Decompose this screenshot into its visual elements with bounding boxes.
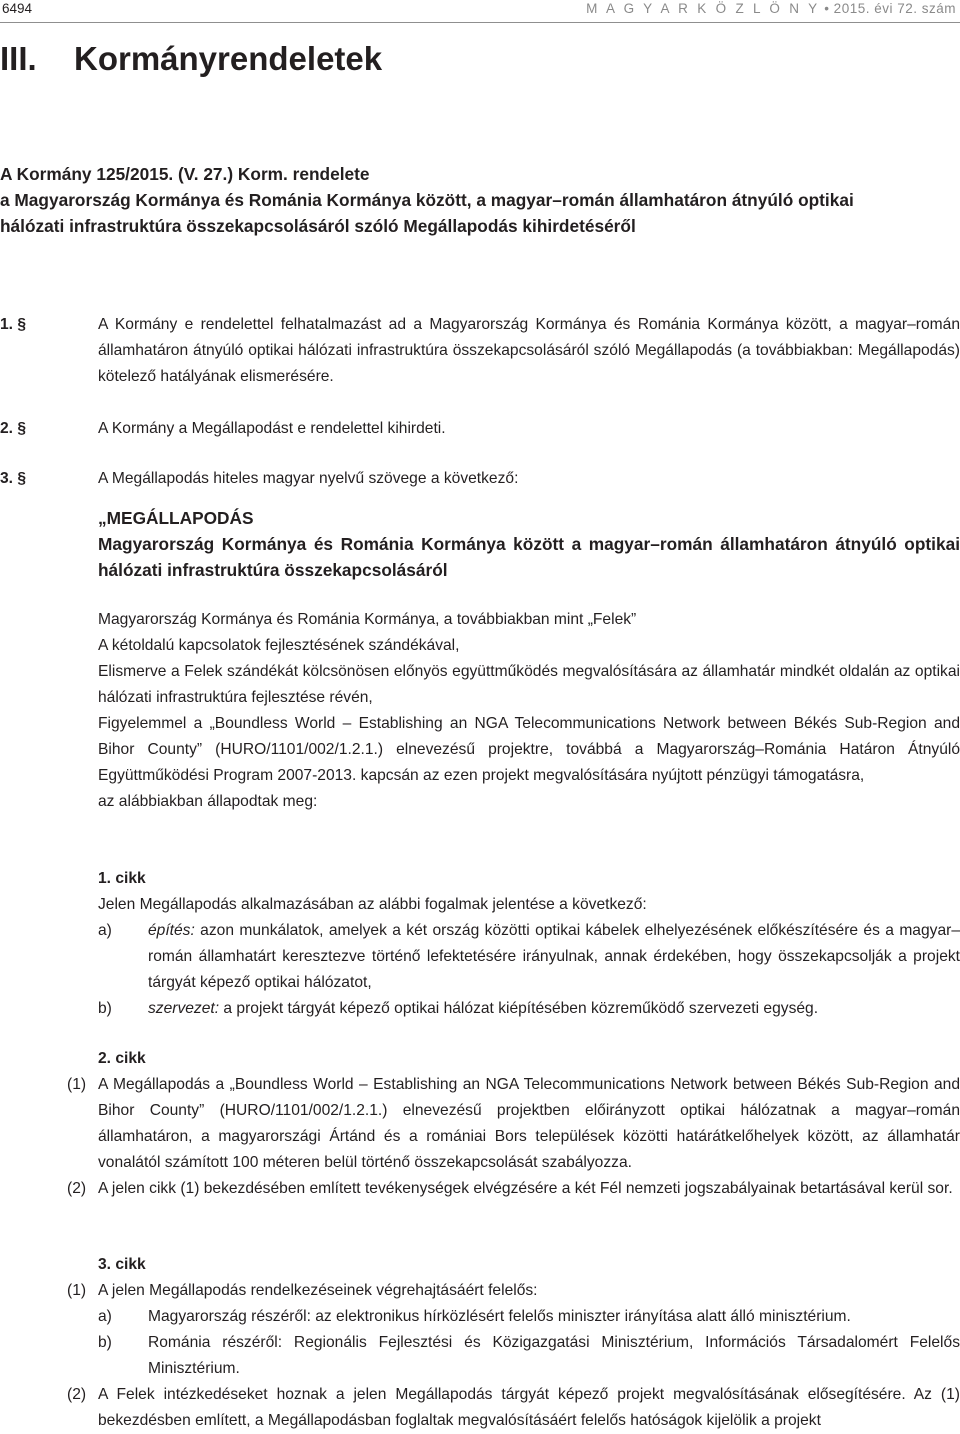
definition-item: [98, 918, 960, 996]
article-3-title: [98, 1252, 960, 1278]
section-title: Kormányrendeletek: [74, 40, 383, 77]
item-text: A Megállapodás a „Boundless World – Establishing an NGA Telecommunications Network between Békés Sub-Region and Bihor County” (HURO/1101/002/1.2.1.) elnevezésű projektben előirányzott optikai hálózatnak a magyar–román államhatáron, a magyarországi Ártánd és a romániai Bors települések közötti határátkelőhelyek között, az államhatár vonalától számított 100 méteren belül történő összekapcsolását szabályozza.: [98, 1076, 960, 1171]
article-2-item-2: [67, 1176, 960, 1202]
paragraph-2: [0, 416, 960, 442]
page-number: 6494: [2, 1, 33, 16]
preamble-line: Elismerve a Felek szándékát kölcsönösen előnyös együttműködés megvalósítására az államhatár mindkét oldalán az optikai hálózati infrastruktúra fejlesztése révén,: [98, 663, 960, 706]
definition-term: szervezet:: [148, 1000, 220, 1017]
paragraph-number: 1. §: [0, 316, 27, 333]
article-3-item-2: [67, 1382, 960, 1434]
article-2-item-1: [67, 1072, 960, 1176]
definition-text: a projekt tárgyát képező optikai hálózat kiépítésében közreműködő szervezeti egység.: [219, 1000, 819, 1017]
paragraph-text: A Megállapodás hiteles magyar nyelvű szövege a következő:: [98, 470, 519, 487]
item-text: A Felek intézkedéseket hoznak a jelen Megállapodás tárgyát képező projekt megvalósításának elősegítésére. Az (1) bekezdésben említett, a Megállapodásban foglaltak megvalósításáért felelős hatóságok kijelölik a projekt: [98, 1386, 960, 1429]
decree-title: [0, 161, 960, 239]
section-roman: III.: [0, 40, 37, 77]
article-3-item-1: [67, 1278, 960, 1382]
item-label: (1): [67, 1282, 87, 1299]
sub-item-text: Magyarország részéről: az elektronikus hírközlésért felelős miniszter irányítása alatt álló minisztérium.: [148, 1308, 851, 1325]
sub-item-label: a): [98, 1308, 112, 1325]
paragraph-text: A Kormány a Megállapodást e rendelettel kihirdeti.: [98, 420, 446, 437]
paragraph-number: 3. §: [0, 470, 27, 487]
paragraph-number: 2. §: [0, 420, 27, 437]
paragraph-1: [0, 312, 960, 390]
preamble-line: Magyarország Kormánya és Románia Kormánya, a továbbiakban mint „Felek”: [98, 611, 637, 628]
decree-title-line: hálózati infrastruktúra összekapcsolásáról szóló Megállapodás kihirdetéséről: [0, 216, 636, 236]
agreement-title-block: [98, 505, 960, 583]
issue-info: • 2015. évi 72. szám: [824, 1, 956, 16]
agreement-title: „MEGÁLLAPODÁS: [98, 508, 254, 528]
article-title: 3. cikk: [98, 1256, 146, 1273]
section-heading: [0, 40, 382, 78]
item-label: a): [98, 922, 112, 939]
item-label: b): [98, 1000, 112, 1017]
item-label: (1): [67, 1076, 87, 1093]
agreement-subtitle: Magyarország Kormánya és Románia Kormánya között a magyar–román államhatáron átnyúló optikai hálózati infrastruktúra összekapcsolásáról: [98, 534, 960, 580]
paragraph-3: [0, 466, 960, 492]
item-text: A jelen cikk (1) bekezdésében említett tevékenységek elvégzésére a két Fél nemzeti jogszabályainak betartásával kerül sor.: [98, 1180, 953, 1197]
preamble-line: A kétoldalú kapcsolatok fejlesztésének szándékával,: [98, 637, 460, 654]
preamble-line: az alábbiakban állapodtak meg:: [98, 793, 318, 810]
page-header: [0, 0, 960, 20]
sub-item: [98, 1330, 960, 1382]
definition-term: építés:: [148, 922, 195, 939]
header-rule: [0, 22, 960, 23]
article-intro: Jelen Megállapodás alkalmazásában az alábbi fogalmak jelentése a következő:: [98, 896, 647, 913]
item-label: (2): [67, 1386, 87, 1403]
preamble-line: Figyelemmel a „Boundless World – Establishing an NGA Telecommunications Network between Békés Sub-Region and Bihor County” (HURO/1101/002/1.2.1.) elnevezésű projektre, továbbá a Magyarország–Románia Határon Átnyúló Együttműködési Program 2007-2013. kapcsán az ezen projekt megvalósítására nyújtott pénzügyi támogatásra,: [98, 715, 960, 784]
paragraph-text: A Kormány e rendelettel felhatalmazást ad a Magyarország Kormánya és Románia Kormánya között, a magyar–román államhatáron átnyúló optikai hálózati infrastruktúra összekapcsolásáról szóló Megállapodás (a továbbiakban: Megállapodás) kötelező hatályának elismerésére.: [98, 316, 960, 385]
sub-item-label: b): [98, 1334, 112, 1351]
sub-item: [98, 1304, 960, 1330]
article-2-title: [98, 1046, 960, 1072]
item-text: A jelen Megállapodás rendelkezéseinek végrehajtásáért felelős:: [98, 1282, 538, 1299]
decree-title-line: A Kormány 125/2015. (V. 27.) Korm. rendelete: [0, 164, 370, 184]
agreement-preamble: [98, 607, 960, 815]
article-title: 1. cikk: [98, 870, 146, 887]
sub-item-text: Románia részéről: Regionális Fejlesztési és Közigazgatási Minisztérium, Információs Társadalomért Felelős Minisztérium.: [148, 1334, 960, 1377]
decree-title-line: a Magyarország Kormánya és Románia Kormánya között, a magyar–román államhatáron átnyúló optikai: [0, 190, 854, 210]
item-label: (2): [67, 1180, 87, 1197]
article-title: 2. cikk: [98, 1050, 146, 1067]
article-1: [98, 866, 960, 1022]
publication-name: M A G Y A R K Ö Z L Ö N Y • 2015. évi 72. szám: [586, 1, 956, 16]
definition-item: [98, 996, 960, 1022]
definition-text: azon munkálatok, amelyek a két ország közötti optikai kábelek elhelyezésének előkészítésére és a magyar–román államhatárt keresztezve történő lefektetésére irányulnak, annak érdekében, hogy összekapcsolják a projekt tárgyát képező optikai hálózatot,: [148, 922, 960, 991]
